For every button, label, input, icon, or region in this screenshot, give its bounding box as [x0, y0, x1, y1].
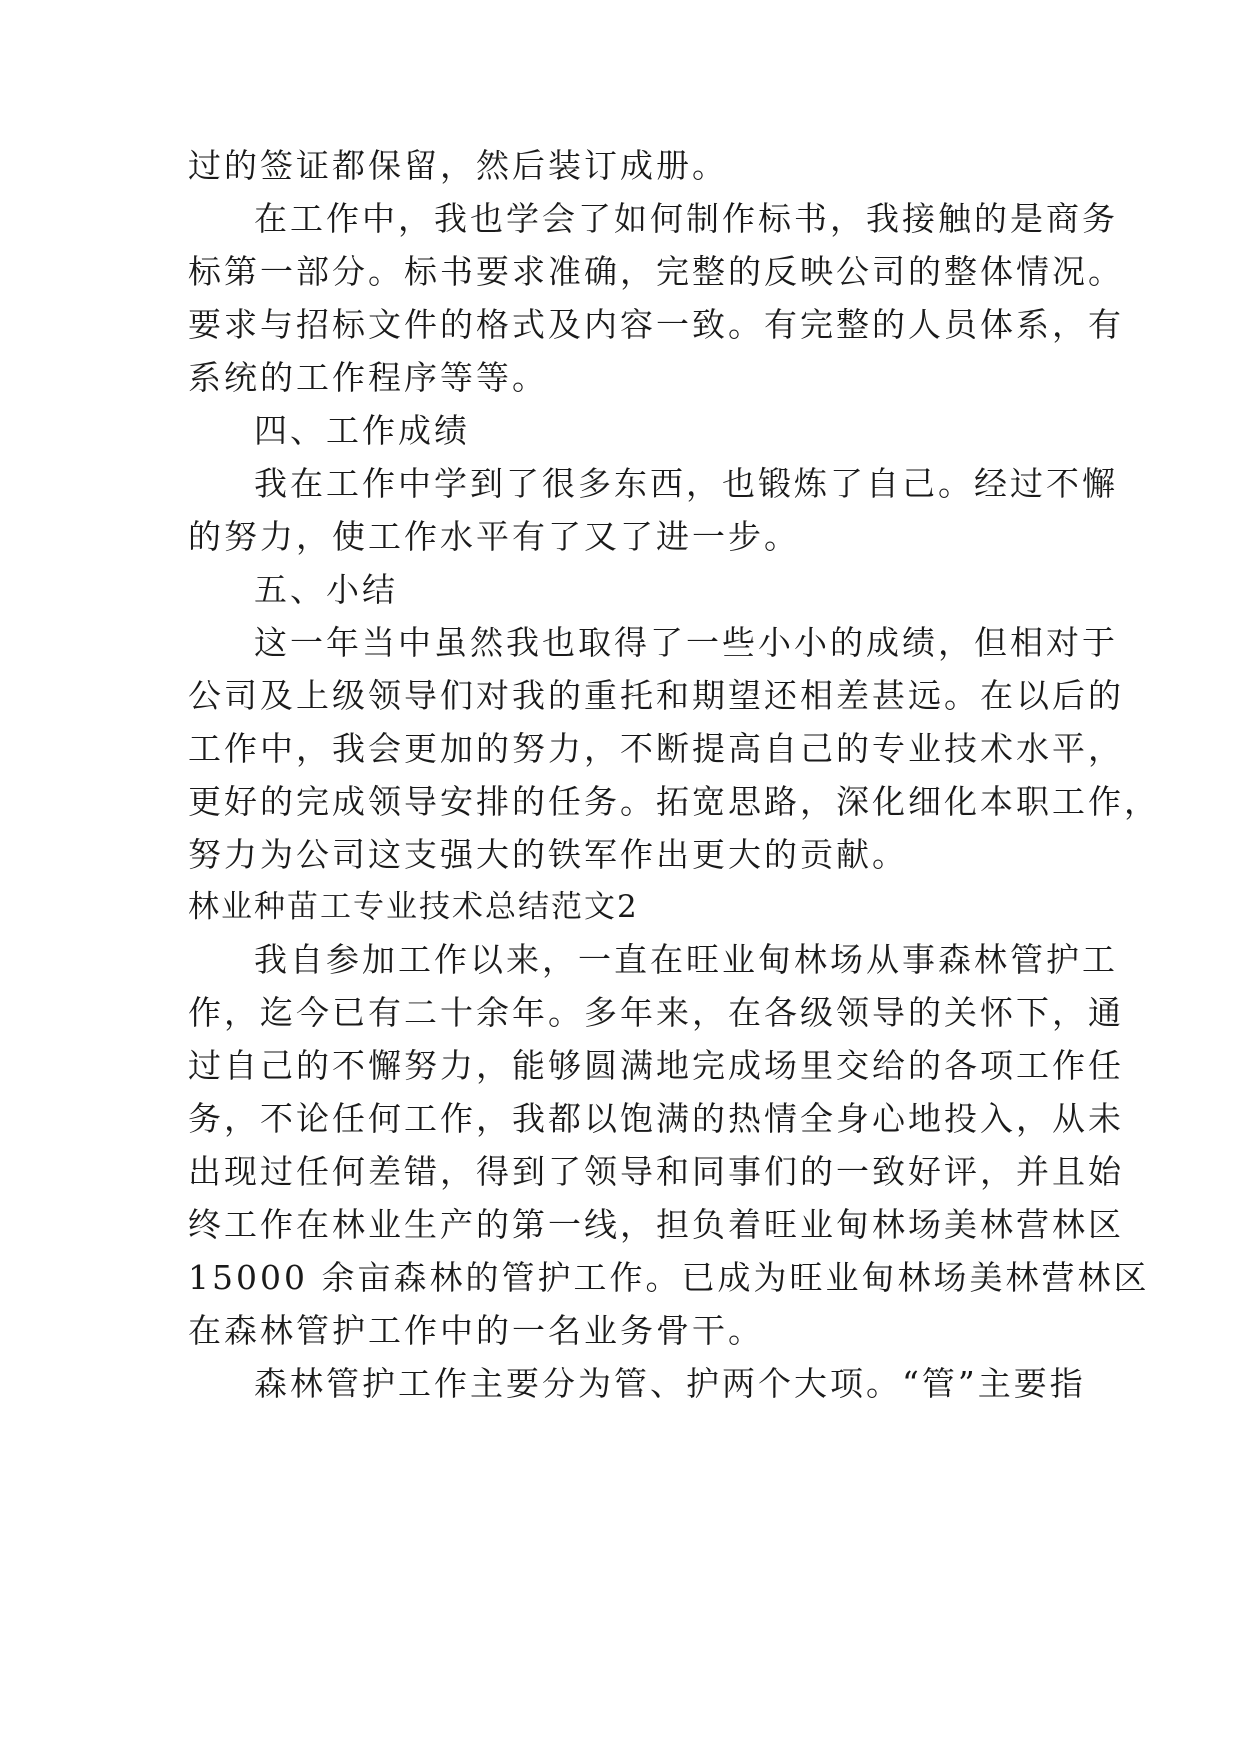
- paragraph-start: 这一年当中虽然我也取得了一些小小的成绩，但相对于: [254, 623, 1118, 662]
- text-line: 过的签证都保留，然后装订成册。: [188, 146, 728, 185]
- text-line: 公司及上级领导们对我的重托和期望还相差甚远。在以后的: [188, 676, 1124, 715]
- text-line: 在森林管护工作中的一名业务骨干。: [188, 1311, 764, 1350]
- text-line: 标第一部分。标书要求准确，完整的反映公司的整体情况。: [188, 252, 1124, 291]
- document-title: 林业种苗工专业技术总结范文2: [188, 889, 639, 925]
- text-line: 过自己的不懈努力，能够圆满地完成场里交给的各项工作任: [188, 1046, 1124, 1085]
- text-line: 努力为公司这支强大的铁军作出更大的贡献。: [188, 835, 908, 874]
- paragraph-start: 在工作中，我也学会了如何制作标书，我接触的是商务: [254, 199, 1118, 238]
- text-line: 出现过任何差错，得到了领导和同事们的一致好评，并且始: [188, 1152, 1124, 1191]
- paragraph-start: 我在工作中学到了很多东西，也锻炼了自己。经过不懈: [254, 464, 1118, 503]
- section-heading: 四、工作成绩: [254, 411, 470, 450]
- text-line: 的努力，使工作水平有了又了进一步。: [188, 517, 800, 556]
- text-line: 务，不论任何工作，我都以饱满的热情全身心地投入，从未: [188, 1099, 1124, 1138]
- text-line: 系统的工作程序等等。: [188, 358, 548, 397]
- text-line: 作，迄今已有二十余年。多年来，在各级领导的关怀下，通: [188, 993, 1124, 1032]
- text-line: 终工作在林业生产的第一线，担负着旺业甸林场美林营林区: [188, 1205, 1124, 1244]
- paragraph-start: 我自参加工作以来，一直在旺业甸林场从事森林管护工: [254, 940, 1118, 979]
- paragraph-start: 森林管护工作主要分为管、护两个大项。“管”主要指: [254, 1364, 1086, 1403]
- text-line: 要求与招标文件的格式及内容一致。有完整的人员体系，有: [188, 305, 1124, 344]
- text-line: 工作中，我会更加的努力，不断提高自己的专业技术水平，: [188, 729, 1124, 768]
- text-line: 更好的完成领导安排的任务。拓宽思路，深化细化本职工作，: [188, 782, 1160, 821]
- section-heading: 五、小结: [254, 570, 398, 609]
- text-line: 15000 余亩森林的管护工作。已成为旺业甸林场美林营林区: [188, 1258, 1150, 1297]
